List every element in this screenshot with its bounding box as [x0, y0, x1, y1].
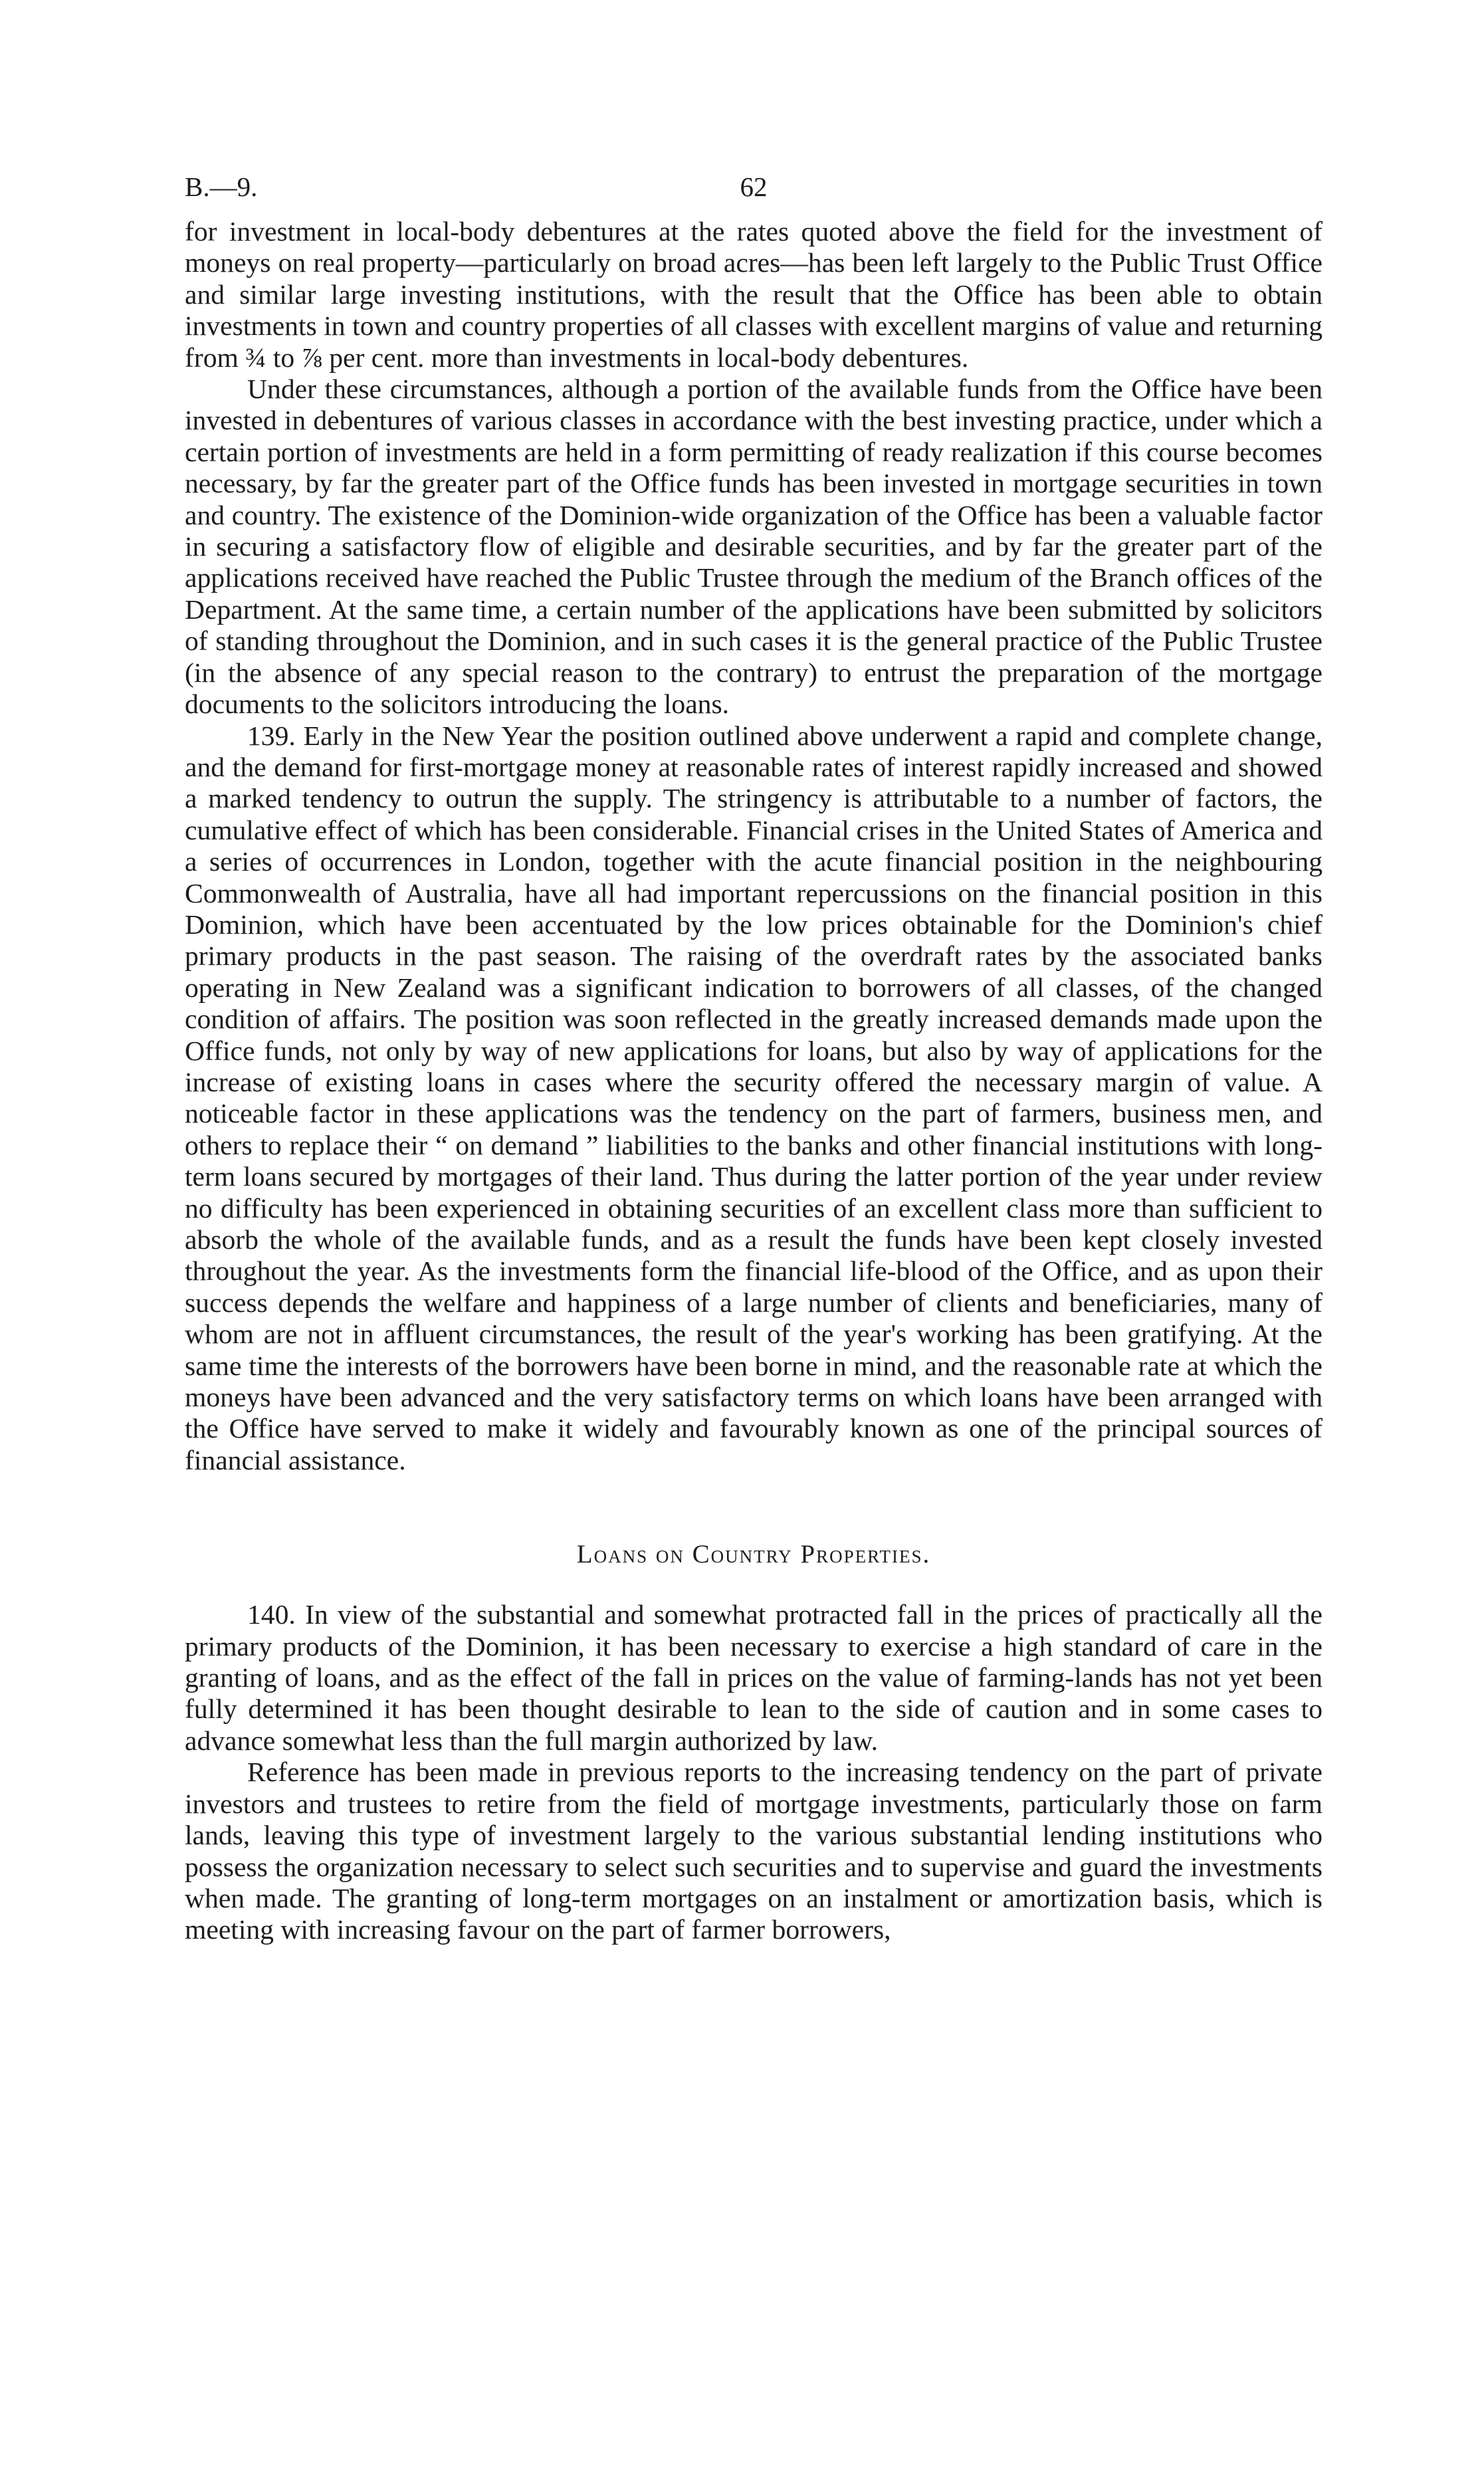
paragraph-140: 140. In view of the substantial and somewhat protracted fall in the prices of practically all the primary products of the Dominion, it has been necessary to exercise a high standard of care in the granting of loans, and as the effect of the fall in prices on the value of farming-lands has not yet been fully determined it has been thought desirable to lean to the side of caution and in some cases to advance somewhat less than the full margin authorized by law.: [185, 1599, 1323, 1756]
running-head: [185, 163, 1323, 216]
document-reference: B.—9.: [185, 171, 258, 202]
section-heading: Loans on Country Properties.: [576, 1540, 931, 1569]
document-page: [185, 163, 1323, 1946]
paragraph: Under these circumstances, although a portion of the available funds from the Office have been invested in debentures of various classes in accordance with the best investing practice, under which a certain portion of investments are held in a form permitting of ready realization if this course becomes necessary, by far the greater part of the Office funds has been invested in mortgage securities in town and country. The existence of the Dominion-wide organization of the Office has been a valuable factor in securing a satisfactory flow of eligible and desirable securities, and by far the greater part of the applications received have reached the Public Trustee through the medium of the Branch offices of the Department. At the same time, a certain number of the applications have been submitted by solicitors of standing throughout the Dominion, and in such cases it is the general practice of the Public Trustee (in the absence of any special reason to the contrary) to entrust the preparation of the mortgage documents to the solicitors introducing the loans.: [185, 374, 1323, 720]
paragraph-continued: for investment in local-body debentures at the rates quoted above the field for the investment of moneys on real property—particularly on broad acres—has been left largely to the Public Trust Office and similar large investing institutions, with the result that the Office has been able to obtain investments in town and country properties of all classes with excellent margins of value and returning from ¾ to ⅞ per cent. more than investments in local-body debentures.: [185, 216, 1323, 373]
section-spacer: [185, 1476, 1323, 1539]
page-number: 62: [740, 171, 768, 202]
paragraph: Reference has been made in previous reports to the increasing tendency on the part of private investors and trustees to retire from the field of mortgage investments, particularly those on farm lands, leaving this type of investment largely to the various substantial lending institutions who possess the organization necessary to select such securities and to supervise and guard the investments when made. The granting of long-term mortgages on an instalment or amortization basis, which is meeting with increasing favour on the part of farmer borrowers,: [185, 1757, 1323, 1945]
paragraph-139: 139. Early in the New Year the position outlined above underwent a rapid and complete change, and the demand for first-mortgage money at reasonable rates of interest rapidly increased and showed a marked tendency to outrun the supply. The stringency is attributable to a number of factors, the cumulative effect of which has been considerable. Financial crises in the United States of America and a series of occurrences in London, together with the acute financial position in the neighbouring Commonwealth of Australia, have all had important repercussions on the financial position in this Dominion, which have been accentuated by the low prices obtainable for the Dominion's chief primary products in the past season. The raising of the overdraft rates by the associated banks operating in New Zealand was a significant indication to borrowers of all classes, of the changed condition of affairs. The position was soon reflected in the greatly increased demands made upon the Office funds, not only by way of new applications for loans, but also by way of applications for the increase of existing loans in cases where the security offered the necessary margin of value. A noticeable factor in these applications was the tendency on the part of farmers, business men, and others to replace their “ on demand ” liabilities to the banks and other financial institutions with long-term loans secured by mortgages of their land. Thus during the latter portion of the year under review no difficulty has been experienced in obtaining securities of an excellent class more than sufficient to absorb the whole of the available funds, and as a result the funds have been kept closely invested throughout the year. As the investments form the financial life-blood of the Office, and as upon their success depends the welfare and happiness of a large number of clients and beneficiaries, many of whom are not in affluent circumstances, the result of the year's working has been gratifying. At the same time the interests of the borrowers have been borne in mind, and the reasonable rate at which the moneys have been advanced and the very satisfactory terms on which loans have been arranged with the Office have served to make it widely and favourably known as one of the principal sources of financial assistance.: [185, 720, 1323, 1475]
